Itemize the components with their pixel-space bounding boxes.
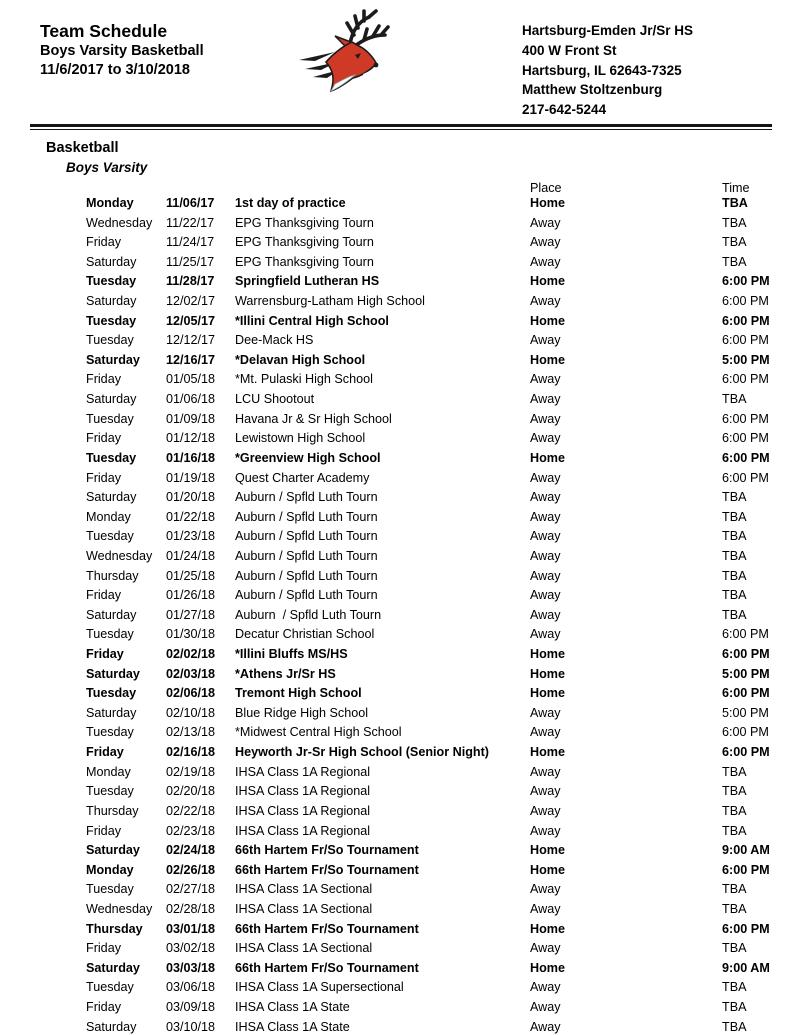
cell-date: 02/22/18 [166,803,216,818]
cell-time: 6:00 PM [722,862,770,877]
cell-event: *Illini Central High School [235,313,389,328]
cell-date: 01/22/18 [166,509,216,524]
cell-date: 01/05/18 [166,372,216,387]
cell-event: 66th Hartem Fr/So Tournament [235,921,419,936]
school-address-line1: 400 W Front St [522,42,617,58]
cell-date: 01/06/18 [166,392,216,407]
cell-date: 01/09/18 [166,411,216,426]
cell-place: Away [530,470,561,485]
cell-time: 6:00 PM [722,372,769,387]
cell-place: Home [530,960,565,975]
schedule-row [0,253,800,273]
cell-event: IHSA Class 1A Regional [235,764,371,779]
cell-place: Away [530,607,561,622]
cell-event: Auburn / Spfld Luth Tourn [235,568,378,583]
cell-time: 6:00 PM [722,921,770,936]
cell-day: Tuesday [86,411,134,426]
stag-head-logo-icon [297,8,392,93]
cell-time: 6:00 PM [722,725,769,740]
cell-date: 02/13/18 [166,725,216,740]
cell-day: Monday [86,509,131,524]
schedule-row [0,1018,800,1035]
cell-event: Auburn / Spfld Luth Tourn [235,607,382,622]
cell-place: Away [530,529,561,544]
cell-place: Away [530,568,561,583]
cell-event: 66th Hartem Fr/So Tournament [235,843,419,858]
schedule-row [0,214,800,234]
cell-day: Tuesday [86,882,134,897]
schedule-row [0,684,800,704]
cell-day: Tuesday [86,980,134,995]
schedule-row [0,390,800,410]
cell-time: 9:00 AM [722,960,770,975]
schedule-row [0,488,800,508]
cell-event: EPG Thanksgiving Tourn [235,235,374,250]
cell-place: Away [530,882,561,897]
cell-time: TBA [722,607,747,622]
cell-date: 01/30/18 [166,627,216,642]
cell-time: TBA [722,882,747,897]
schedule-row [0,704,800,724]
cell-day: Tuesday [86,725,134,740]
cell-time: TBA [722,764,747,779]
cell-day: Friday [86,588,121,603]
cell-day: Tuesday [86,686,137,701]
cell-event: Warrensburg-Latham High School [235,294,425,309]
cell-date: 12/16/17 [166,352,216,367]
cell-event: Dee-Mack HS [235,333,314,348]
cell-time: TBA [722,901,747,916]
cell-time: TBA [722,215,747,230]
cell-place: Away [530,803,561,818]
cell-place: Away [530,411,561,426]
cell-place: Home [530,745,565,760]
schedule-row [0,822,800,842]
cell-event: *Greenview High School [235,450,381,465]
cell-day: Saturday [86,254,137,269]
cell-day: Friday [86,372,121,387]
cell-date: 03/02/18 [166,941,216,956]
cell-place: Home [530,843,565,858]
header-divider [30,124,772,130]
schedule-row [0,900,800,920]
cell-event: IHSA Class 1A State [235,999,350,1014]
cell-time: 5:00 PM [722,705,769,720]
schedule-row [0,665,800,685]
schedule-rows [0,194,800,1035]
cell-time: TBA [722,999,747,1014]
cell-event: *Illini Bluffs MS/HS [235,647,348,662]
cell-day: Tuesday [86,333,134,348]
schedule-row [0,567,800,587]
cell-time: TBA [722,980,747,995]
cell-day: Friday [86,823,121,838]
team-subtitle: Boys Varsity Basketball [40,43,204,59]
cell-place: Away [530,333,561,348]
cell-time: TBA [722,490,747,505]
cell-day: Friday [86,999,121,1014]
school-info-block [522,21,693,120]
schedule-row [0,233,800,253]
schedule-row [0,508,800,528]
cell-time: TBA [722,235,747,250]
cell-event: *Mt. Pulaski High School [235,372,373,387]
schedule-row [0,527,800,547]
cell-place: Away [530,823,561,838]
cell-place: Away [530,627,561,642]
cell-day: Thursday [86,568,139,583]
cell-event: *Athens Jr/Sr HS [235,666,336,681]
schedule-row [0,370,800,390]
schedule-row [0,625,800,645]
schedule-row [0,920,800,940]
cell-time: TBA [722,568,747,583]
cell-date: 12/12/17 [166,333,216,348]
cell-time: TBA [722,548,747,563]
cell-event: Auburn / Spfld Luth Tourn [235,588,378,603]
cell-place: Home [530,196,565,210]
cell-date: 11/06/17 [166,196,215,210]
cell-event: 66th Hartem Fr/So Tournament [235,862,419,877]
cell-place: Home [530,313,565,328]
cell-place: Away [530,235,561,250]
cell-event: Heyworth Jr-Sr High School (Senior Night) [235,745,489,760]
cell-date: 01/12/18 [166,431,216,446]
cell-event: Quest Charter Academy [235,470,370,485]
cell-event: IHSA Class 1A Sectional [235,882,373,897]
contact-name: Matthew Stoltzenburg [522,82,663,98]
cell-event: IHSA Class 1A Regional [235,784,371,799]
schedule-date-range: 11/6/2017 to 3/10/2018 [40,62,190,78]
section-team-title: Boys Varsity [66,160,148,175]
schedule-row [0,449,800,469]
cell-place: Home [530,647,565,662]
schedule-row [0,841,800,861]
cell-time: 6:00 PM [722,450,770,465]
cell-event: IHSA Class 1A Regional [235,803,371,818]
cell-event: Springfield Lutheran HS [235,274,380,289]
cell-date: 02/20/18 [166,784,216,799]
cell-event: EPG Thanksgiving Tourn [235,254,374,269]
schedule-row [0,861,800,881]
cell-date: 01/24/18 [166,548,216,563]
cell-event: Lewistown High School [235,431,366,446]
cell-place: Away [530,392,561,407]
cell-date: 01/25/18 [166,568,216,583]
cell-event: *Midwest Central High School [235,725,402,740]
cell-date: 11/25/17 [166,254,215,269]
cell-time: 6:00 PM [722,274,770,289]
cell-event: Havana Jr & Sr High School [235,411,392,426]
cell-place: Home [530,666,565,681]
cell-day: Tuesday [86,627,134,642]
cell-day: Tuesday [86,313,137,328]
cell-time: 6:00 PM [722,333,769,348]
cell-time: TBA [722,823,747,838]
cell-date: 01/27/18 [166,607,216,622]
cell-time: TBA [722,784,747,799]
schedule-row [0,763,800,783]
schedule-row [0,272,800,292]
schedule-row [0,978,800,998]
cell-day: Tuesday [86,529,134,544]
cell-day: Wednesday [86,901,153,916]
cell-date: 12/02/17 [166,294,216,309]
cell-event: IHSA Class 1A Supersectional [235,980,404,995]
cell-event: IHSA Class 1A Sectional [235,901,373,916]
cell-day: Friday [86,941,121,956]
schedule-row [0,410,800,430]
school-address-line2: Hartsburg, IL 62643-7325 [522,62,682,78]
cell-event: IHSA Class 1A Regional [235,823,371,838]
cell-place: Away [530,254,561,269]
cell-time: 6:00 PM [722,313,770,328]
cell-day: Saturday [86,666,140,681]
schedule-row [0,782,800,802]
cell-place: Away [530,490,561,505]
cell-day: Saturday [86,705,137,720]
section-sport-title: Basketball [46,140,119,156]
cell-event: 1st day of practice [235,196,346,210]
cell-event: Auburn / Spfld Luth Tourn [235,490,378,505]
cell-place: Away [530,764,561,779]
cell-day: Friday [86,431,121,446]
cell-date: 11/24/17 [166,235,215,250]
cell-day: Saturday [86,843,140,858]
cell-time: TBA [722,1019,747,1034]
cell-date: 01/20/18 [166,490,216,505]
schedule-row [0,880,800,900]
schedule-row [0,429,800,449]
schedule-row [0,645,800,665]
cell-day: Wednesday [86,548,153,563]
cell-time: 6:00 PM [722,647,770,662]
schedule-row [0,331,800,351]
cell-day: Friday [86,470,121,485]
cell-date: 12/05/17 [166,313,216,328]
cell-day: Tuesday [86,274,137,289]
cell-day: Saturday [86,607,137,622]
cell-date: 03/01/18 [166,921,216,936]
table-header-row [0,181,800,194]
cell-place: Home [530,274,565,289]
cell-day: Thursday [86,921,143,936]
cell-place: Home [530,352,565,367]
schedule-row [0,743,800,763]
cell-time: 9:00 AM [722,843,770,858]
cell-place: Home [530,450,565,465]
cell-time: TBA [722,941,747,956]
cell-day: Monday [86,764,131,779]
cell-date: 01/26/18 [166,588,216,603]
cell-event: 66th Hartem Fr/So Tournament [235,960,419,975]
cell-date: 01/23/18 [166,529,216,544]
cell-place: Away [530,294,561,309]
cell-place: Away [530,725,561,740]
cell-event: Blue Ridge High School [235,705,369,720]
schedule-row [0,959,800,979]
cell-event: IHSA Class 1A Sectional [235,941,373,956]
cell-place: Away [530,705,561,720]
cell-time: 5:00 PM [722,666,770,681]
schedule-row [0,802,800,822]
cell-place: Home [530,686,565,701]
cell-date: 02/24/18 [166,843,216,858]
cell-time: TBA [722,254,747,269]
cell-place: Away [530,941,561,956]
cell-day: Saturday [86,490,137,505]
cell-date: 02/10/18 [166,705,216,720]
col-header-time: Time [722,181,750,195]
cell-date: 03/10/18 [166,1019,216,1034]
schedule-row [0,939,800,959]
cell-day: Friday [86,235,121,250]
cell-place: Away [530,215,561,230]
cell-place: Away [530,784,561,799]
cell-date: 11/22/17 [166,215,215,230]
schedule-row [0,194,800,214]
cell-place: Away [530,372,561,387]
schedule-row [0,586,800,606]
cell-day: Tuesday [86,784,134,799]
report-header-left [40,20,204,80]
cell-date: 02/02/18 [166,647,216,662]
cell-day: Wednesday [86,215,153,230]
schedule-row [0,351,800,371]
cell-time: TBA [722,588,747,603]
cell-place: Away [530,901,561,916]
cell-place: Away [530,980,561,995]
cell-day: Saturday [86,294,137,309]
cell-time: 5:00 PM [722,352,770,367]
cell-day: Monday [86,196,134,210]
cell-event: Auburn / Spfld Luth Tourn [235,509,378,524]
school-name: Hartsburg-Emden Jr/Sr HS [522,23,694,38]
cell-time: 6:00 PM [722,294,769,309]
cell-place: Away [530,1019,561,1034]
cell-time: 6:00 PM [722,411,769,426]
cell-time: 6:00 PM [722,745,770,760]
cell-event: Auburn / Spfld Luth Tourn [235,529,378,544]
cell-time: TBA [722,803,747,818]
cell-day: Saturday [86,392,137,407]
schedule-row [0,292,800,312]
cell-date: 02/27/18 [166,882,216,897]
cell-day: Saturday [86,352,140,367]
cell-date: 02/28/18 [166,901,216,916]
schedule-row [0,723,800,743]
cell-place: Away [530,509,561,524]
cell-event: *Delavan High School [235,352,366,367]
cell-place: Home [530,921,565,936]
cell-date: 02/23/18 [166,823,216,838]
schedule-row [0,606,800,626]
cell-day: Friday [86,745,124,760]
cell-time: 6:00 PM [722,431,769,446]
cell-date: 02/16/18 [166,745,216,760]
col-header-place: Place [530,181,562,195]
schedule-table [0,181,800,1035]
cell-day: Monday [86,862,134,877]
cell-event: Auburn / Spfld Luth Tourn [235,548,378,563]
cell-date: 01/19/18 [166,470,216,485]
cell-time: 6:00 PM [722,686,770,701]
cell-place: Home [530,862,565,877]
schedule-row [0,998,800,1018]
schedule-row [0,547,800,567]
cell-place: Away [530,548,561,563]
cell-day: Thursday [86,803,139,818]
cell-day: Saturday [86,960,140,975]
cell-day: Saturday [86,1019,137,1034]
cell-date: 02/19/18 [166,764,216,779]
schedule-row [0,312,800,332]
cell-event: Decatur Christian School [235,627,375,642]
cell-time: TBA [722,509,747,524]
cell-time: 6:00 PM [722,627,769,642]
cell-event: LCU Shootout [235,392,315,407]
cell-date: 02/03/18 [166,666,216,681]
cell-place: Away [530,999,561,1014]
cell-date: 03/06/18 [166,980,216,995]
cell-event: Tremont High School [235,686,362,701]
cell-day: Tuesday [86,450,137,465]
cell-place: Away [530,431,561,446]
cell-date: 02/26/18 [166,862,216,877]
cell-date: 02/06/18 [166,686,216,701]
cell-date: 01/16/18 [166,450,216,465]
cell-date: 03/03/18 [166,960,216,975]
cell-day: Friday [86,647,124,662]
cell-event: EPG Thanksgiving Tourn [235,215,374,230]
cell-place: Away [530,588,561,603]
cell-time: 6:00 PM [722,470,769,485]
schedule-row [0,469,800,489]
page-title: Team Schedule [40,21,168,41]
cell-time: TBA [722,529,747,544]
cell-date: 03/09/18 [166,999,216,1014]
cell-time: TBA [722,196,748,210]
cell-event: IHSA Class 1A State [235,1019,350,1034]
contact-phone: 217-642-5244 [522,102,607,118]
cell-time: TBA [722,392,747,407]
cell-date: 11/28/17 [166,274,215,289]
